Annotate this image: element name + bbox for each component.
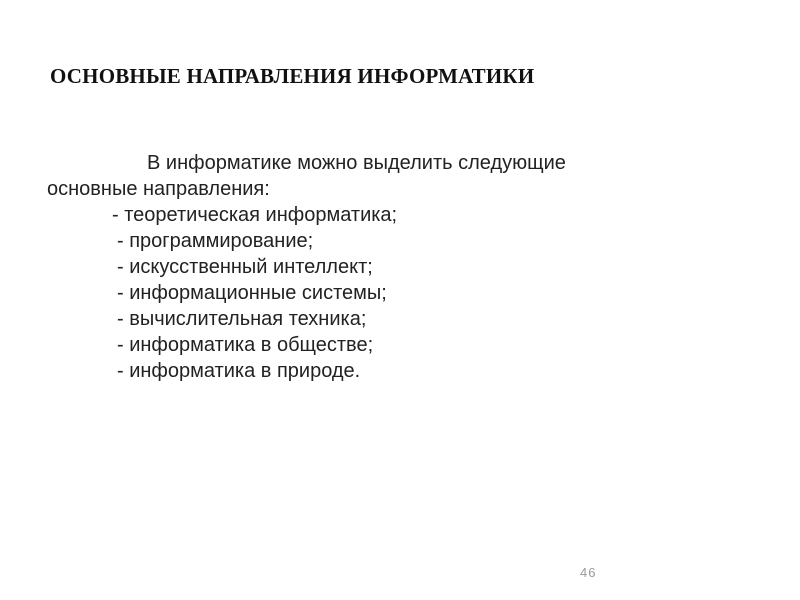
intro-text-line-2: основные направления: xyxy=(47,178,270,200)
list-item: - информационные системы; xyxy=(117,282,387,304)
page-number: 46 xyxy=(580,565,597,580)
intro-text-line-1: В информатике можно выделить следующие xyxy=(147,152,566,174)
slide-title: ОСНОВНЫЕ НАПРАВЛЕНИЯ ИНФОРМАТИКИ xyxy=(50,64,535,88)
list-item: - программирование; xyxy=(117,230,314,252)
list-item: - информатика в обществе; xyxy=(117,334,374,356)
slide-body xyxy=(47,150,687,384)
list-item: - вычислительная техника; xyxy=(117,308,367,330)
list-item: - информатика в природе. xyxy=(117,360,361,382)
list-item: - искусственный интеллект; xyxy=(117,256,373,278)
list-item: - теоретическая информатика; xyxy=(112,204,398,226)
directions-list xyxy=(47,202,687,384)
